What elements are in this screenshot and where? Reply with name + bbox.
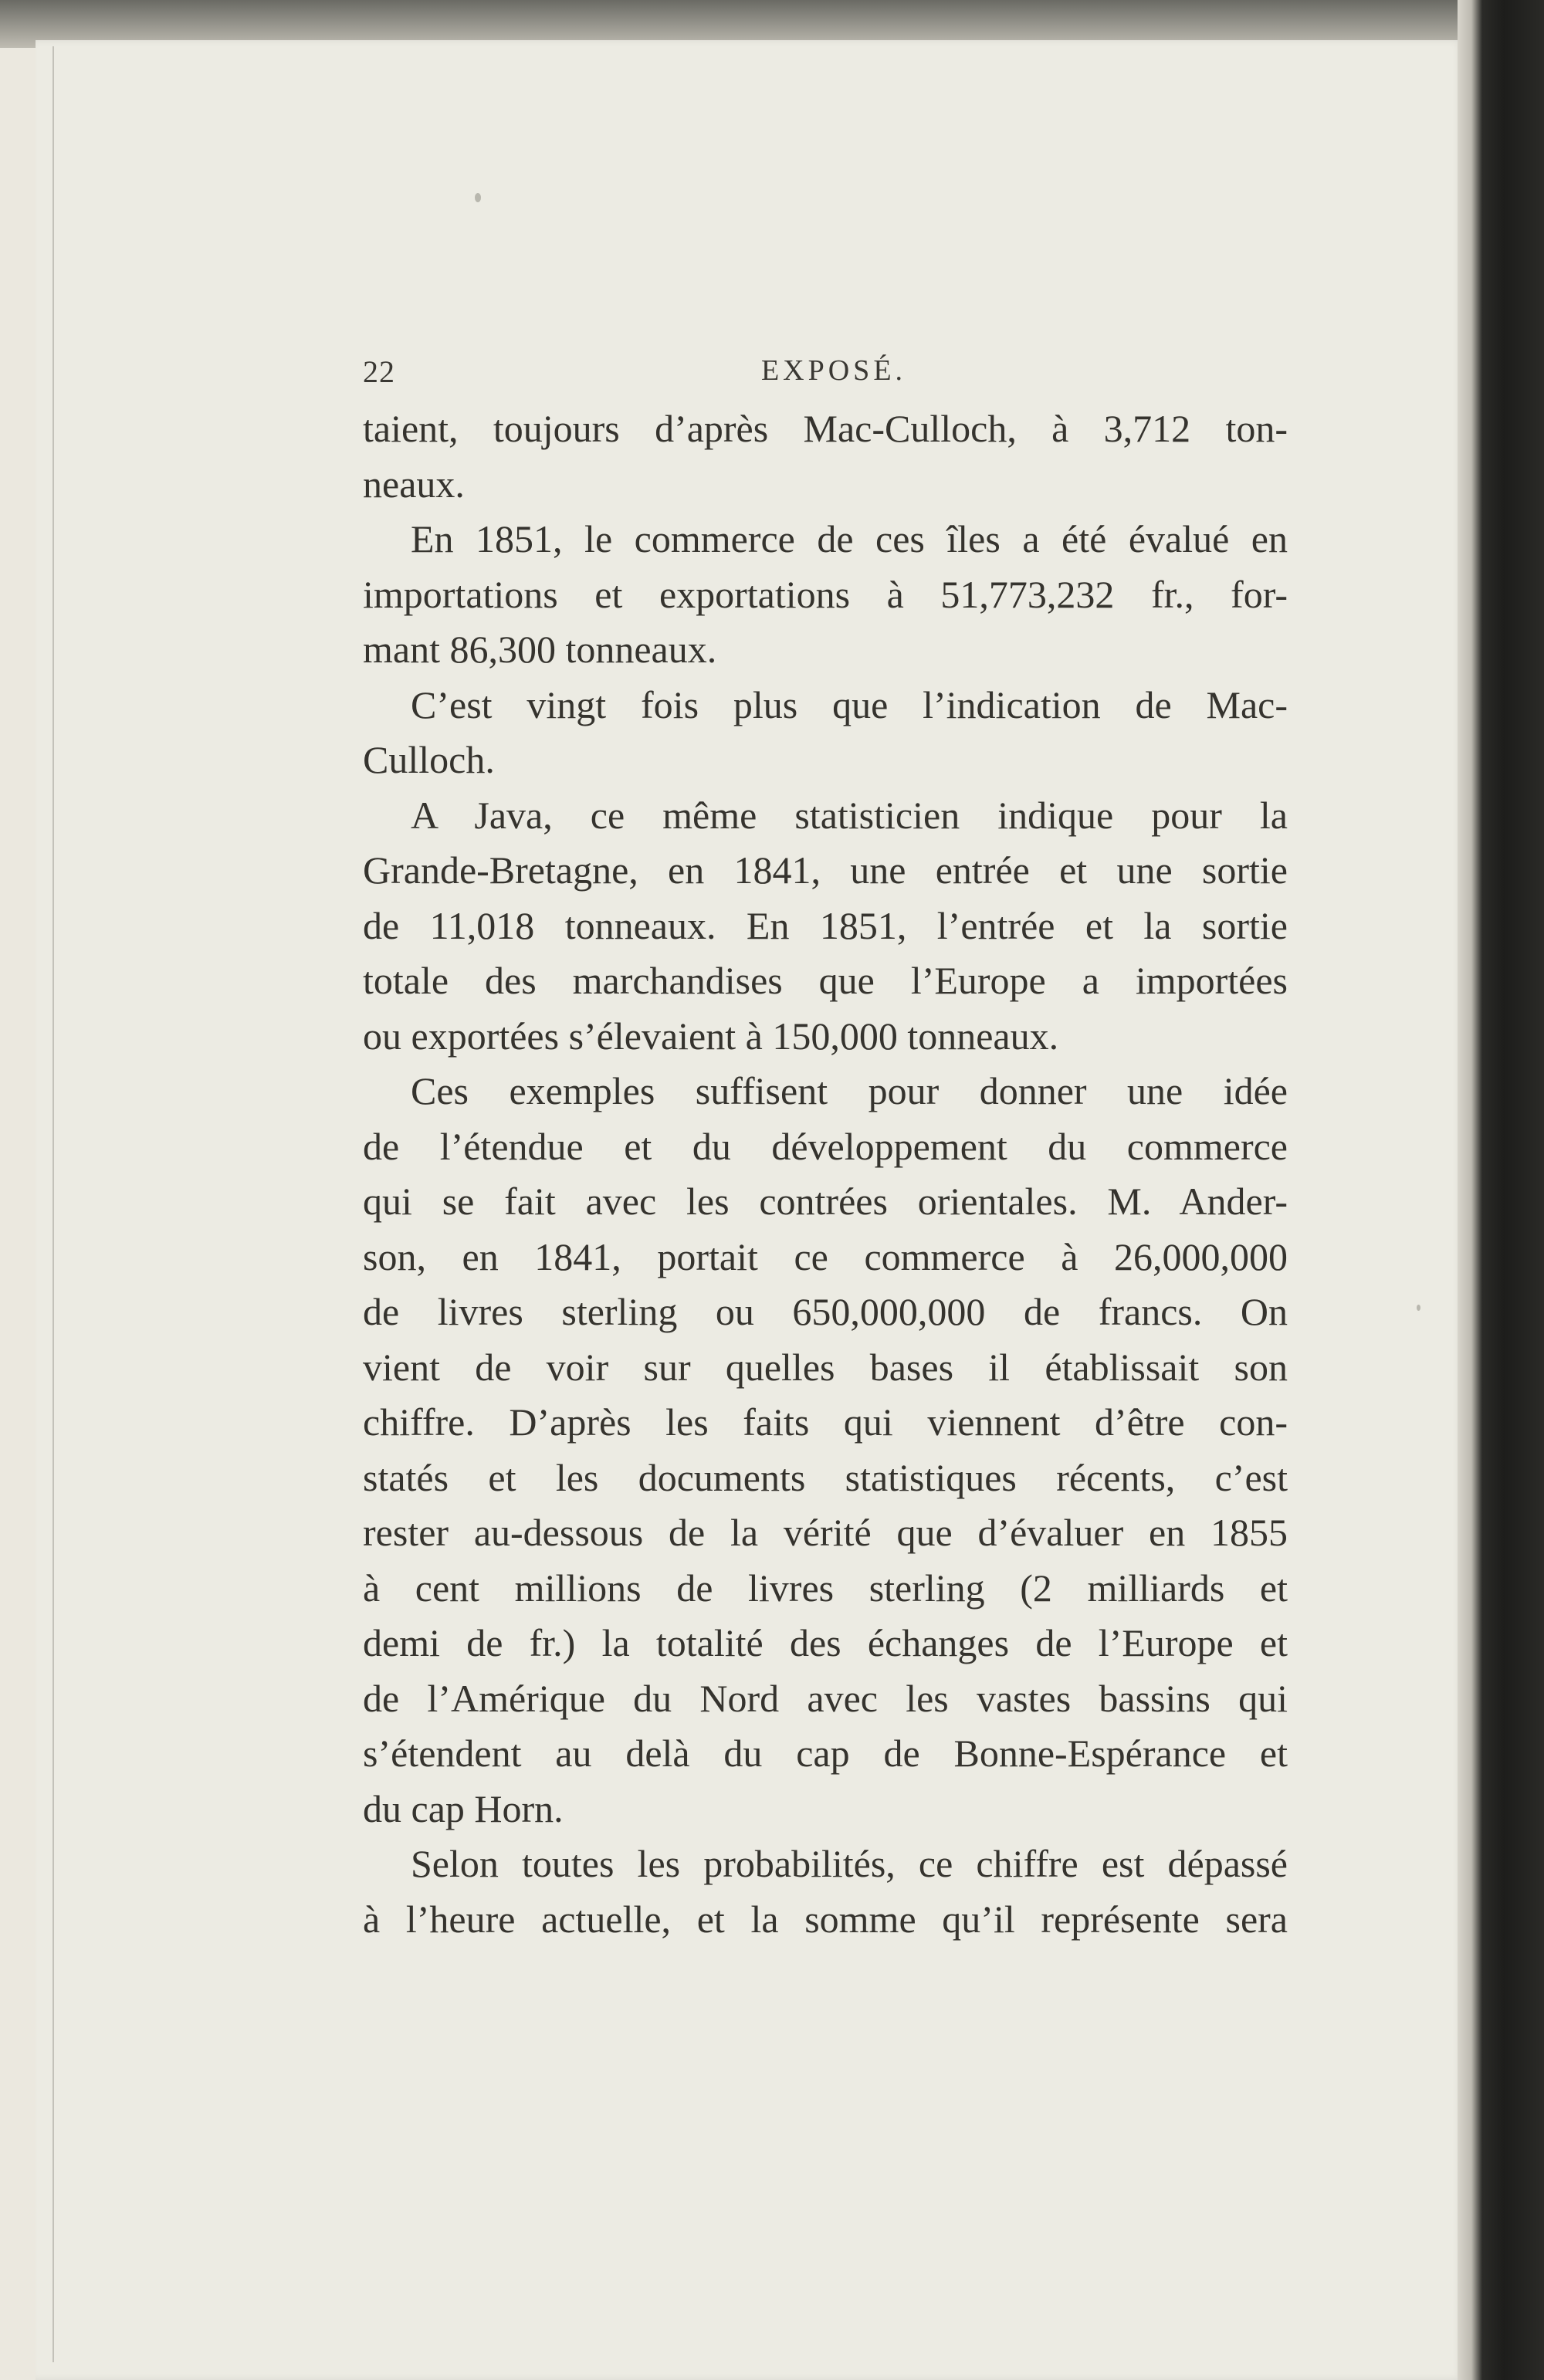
text-line: vient de voir sur quelles bases il établissait son (363, 1345, 1288, 1389)
text-line: chiffre. D’après les faits qui viennent d’être con- (363, 1400, 1288, 1444)
text-line: Ces exemples suffisent pour donner une idée (411, 1069, 1288, 1112)
dust-speck (1417, 1305, 1420, 1311)
text-line: à cent millions de livres sterling (2 milliards et (363, 1566, 1288, 1610)
text-line: demi de fr.) la totalité des échanges de l’Europe et (363, 1621, 1288, 1664)
text-line: importations et exportations à 51,773,232 fr., for- (363, 572, 1288, 616)
text-line: de 11,018 tonneaux. En 1851, l’entrée et la sortie (363, 903, 1288, 947)
text-line: de l’étendue et du développement du commerce (363, 1124, 1288, 1168)
text-line: A Java, ce même statisticien indique pour la (411, 793, 1288, 837)
text-line: Culloch. (363, 738, 495, 781)
text-line: s’étendent au delà du cap de Bonne-Espérance et (363, 1732, 1288, 1775)
text-line: son, en 1841, portait ce commerce à 26,000,000 (363, 1234, 1288, 1278)
book-right-edge (1458, 0, 1544, 2380)
text-line: En 1851, le commerce de ces îles a été évalué en (411, 517, 1288, 560)
text-line: mant 86,300 tonneaux. (363, 628, 717, 671)
running-head (363, 354, 1288, 408)
page-number: 22 (363, 354, 395, 389)
text-line: totale des marchandises que l’Europe a importées (363, 959, 1288, 1002)
dust-speck (475, 193, 481, 202)
text-line: du cap Horn. (363, 1786, 564, 1830)
text-line: Selon toutes les probabilités, ce chiffre est dépassé (411, 1842, 1288, 1885)
text-line: taient, toujours d’après Mac-Culloch, à 3,712 ton- (363, 407, 1288, 450)
text-line: à l’heure actuelle, et la somme qu’il représente sera (363, 1897, 1288, 1941)
running-title: EXPOSÉ. (760, 354, 907, 387)
gutter-line (52, 46, 54, 2362)
text-line: rester au-dessous de la vérité que d’évaluer en 1855 (363, 1511, 1288, 1554)
text-line: ou exportées s’élevaient à 150,000 tonneaux. (363, 1014, 1059, 1058)
text-line: neaux. (363, 462, 465, 506)
text-line: de l’Amérique du Nord avec les vastes bassins qui (363, 1676, 1288, 1720)
body-text (363, 401, 1288, 1947)
text-line: C’est vingt fois plus que l’indication de Mac- (411, 682, 1288, 726)
text-line: Grande-Bretagne, en 1841, une entrée et une sortie (363, 848, 1288, 892)
text-line: qui se fait avec les contrées orientales. M. Ander- (363, 1180, 1288, 1223)
text-line: statés et les documents statistiques récents, c’est (363, 1455, 1288, 1499)
text-line: de livres sterling ou 650,000,000 de francs. On (363, 1290, 1288, 1333)
